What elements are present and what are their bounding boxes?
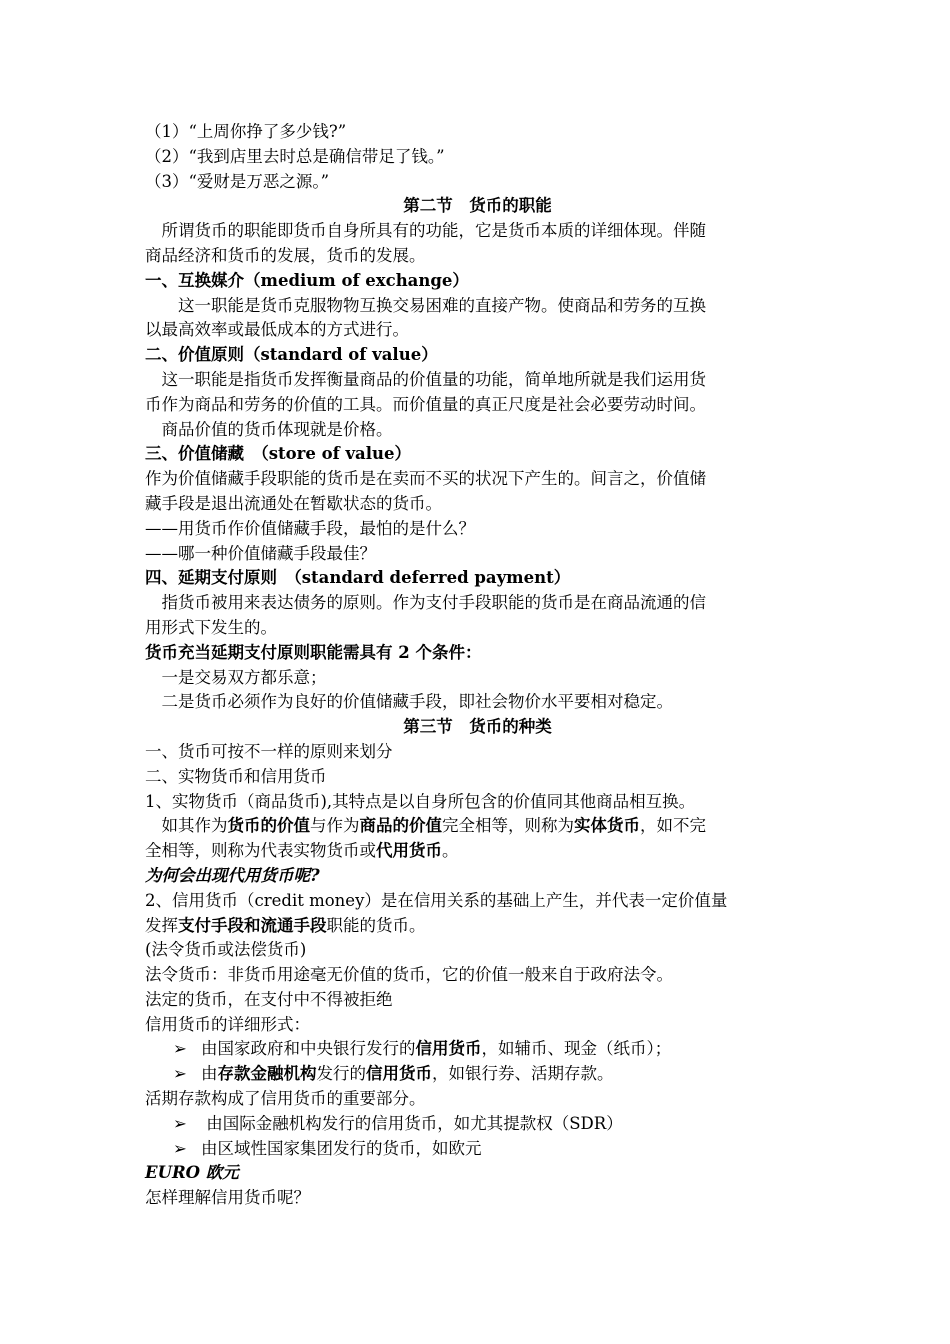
paragraph-line: 法定的货币，在支付中不得被拒绝	[145, 989, 393, 1009]
bullet-item	[145, 1037, 810, 1062]
text-run: ，如银行券、活期存款。	[432, 1064, 614, 1084]
bold-term: 存款金融机构	[217, 1064, 317, 1084]
text-run: 全相等，则称为代表实物货币或	[145, 841, 376, 861]
paragraph-line	[145, 839, 810, 864]
text-run: 由	[201, 1064, 218, 1084]
section-2-intro-line-2: 商品经济和货币的发展，货币的发展。	[145, 245, 426, 265]
heading-standard-deferred-payment: 四、延期支付原则 （standard deferred payment）	[145, 568, 571, 588]
paragraph-line: 币作为商品和劳务的价值的工具。而价值量的真正尺度是社会必要劳动时间。	[145, 394, 706, 414]
paragraph-line: 指货币被用来表达债务的原则。作为支付手段职能的货币是在商品流通的信	[145, 593, 706, 613]
bold-term: 信用货币	[366, 1064, 432, 1084]
section-2-title: 第二节 货币的职能	[403, 196, 552, 216]
list-line: 二、实物货币和信用货币	[145, 766, 327, 786]
paragraph-line: 怎样理解信用货币呢？	[145, 1188, 310, 1208]
section-2-intro-line-1: 所谓货币的职能即货币自身所具有的功能，它是货币本质的详细体现。伴随	[145, 221, 706, 241]
bullet-item	[145, 1062, 810, 1087]
text-run: 。	[442, 841, 459, 861]
text-run: 由国际金融机构发行的信用货币，如尤其提款权（SDR）	[201, 1113, 623, 1133]
paragraph-line: 信用货币的详细形式：	[145, 1014, 310, 1034]
arrow-bullet-icon: ➢	[173, 1138, 187, 1158]
paragraph-line: 藏手段是退出流通处在暂歇状态的货币。	[145, 493, 442, 513]
bold-term: 实体货币	[574, 816, 640, 836]
bold-term: 商品的价值	[359, 816, 442, 836]
text-run: 发挥	[145, 915, 178, 935]
paragraph-line: 以最高效率或最低成本的方式进行。	[145, 320, 409, 340]
question-line: ——哪一种价值储藏手段最佳？	[145, 543, 376, 563]
text-run: ，如不完	[640, 816, 706, 836]
euro-label: EURO 欧元	[145, 1163, 239, 1183]
paragraph-line	[145, 814, 810, 839]
text-run: ，如辅币、现金（纸币）；	[481, 1039, 672, 1059]
paragraph-line: 法令货币：非货币用途毫无价值的货币，它的价值一般来自于政府法令。	[145, 965, 673, 985]
quote-3: （3）“爱财是万恶之源。”	[145, 171, 330, 191]
condition-1: 一是交易双方都乐意；	[145, 667, 327, 687]
paragraph-line: 这一职能是指货币发挥衡量商品的价值量的功能，简单地所就是我们运用货	[145, 369, 706, 389]
section-3-title: 第三节 货币的种类	[403, 717, 552, 737]
document-page	[145, 120, 810, 1211]
paragraph-line: 这一职能是货币克服物物互换交易困难的直接产物。使商品和劳务的互换	[145, 295, 706, 315]
paragraph-line: 活期存款构成了信用货币的重要部分。	[145, 1089, 426, 1109]
heading-standard-of-value: 二、价值原则（standard of value）	[145, 345, 438, 365]
list-line: 一、货币可按不一样的原则来划分	[145, 741, 393, 761]
arrow-bullet-icon: ➢	[173, 1039, 187, 1059]
heading-medium-of-exchange: 一、互换媒介（medium of exchange）	[145, 270, 469, 290]
text-run: 发行的	[316, 1064, 366, 1084]
paragraph-line: (法令货币或法偿货币)	[145, 940, 307, 960]
paragraph-line	[145, 914, 810, 939]
bold-term: 货币的价值	[227, 816, 310, 836]
arrow-bullet-icon: ➢	[173, 1113, 187, 1133]
paragraph-line: 作为价值储藏手段职能的货币是在卖而不买的状况下产生的。间言之，价值储	[145, 469, 706, 489]
text-run: 与作为	[310, 816, 360, 836]
arrow-bullet-icon: ➢	[173, 1064, 187, 1084]
text-run: 由区域性国家集团发行的货币，如欧元	[201, 1138, 482, 1158]
question-line: ——用货币作价值储藏手段，最怕的是什么？	[145, 518, 475, 538]
text-run: 如其作为	[145, 816, 228, 836]
bullet-item	[145, 1137, 810, 1162]
condition-2: 二是货币必须作为良好的价值储藏手段，即社会物价水平要相对稳定。	[145, 692, 673, 712]
heading-store-of-value: 三、价值储藏 （store of value）	[145, 444, 411, 464]
question-substitute-money: 为何会出现代用货币呢?	[145, 865, 320, 885]
paragraph-line: 用形式下发生的。	[145, 617, 277, 637]
text-run: 完全相等，则称为	[442, 816, 574, 836]
text-run: 职能的货币。	[326, 915, 426, 935]
list-line: 1、实物货币（商品货币),其特点是以自身所包含的价值同其他商品相互换。	[145, 791, 696, 811]
quote-2: （2）“我到店里去时总是确信带足了钱。”	[145, 146, 445, 166]
paragraph-line: 商品价值的货币体现就是价格。	[145, 419, 393, 439]
quote-1: （1）“上周你挣了多少钱?”	[145, 122, 347, 141]
bullet-item	[145, 1112, 810, 1137]
bold-term: 代用货币	[376, 841, 442, 861]
bold-term: 支付手段和流通手段	[178, 915, 327, 935]
paragraph-line: 2、信用货币（credit money）是在信用关系的基础上产生，并代表一定价值量	[145, 890, 728, 910]
text-run: 由国家政府和中央银行发行的	[201, 1039, 416, 1059]
bold-term: 信用货币	[415, 1039, 482, 1059]
conditions-title: 货币充当延期支付原则职能需具有 2 个条件：	[145, 642, 482, 662]
